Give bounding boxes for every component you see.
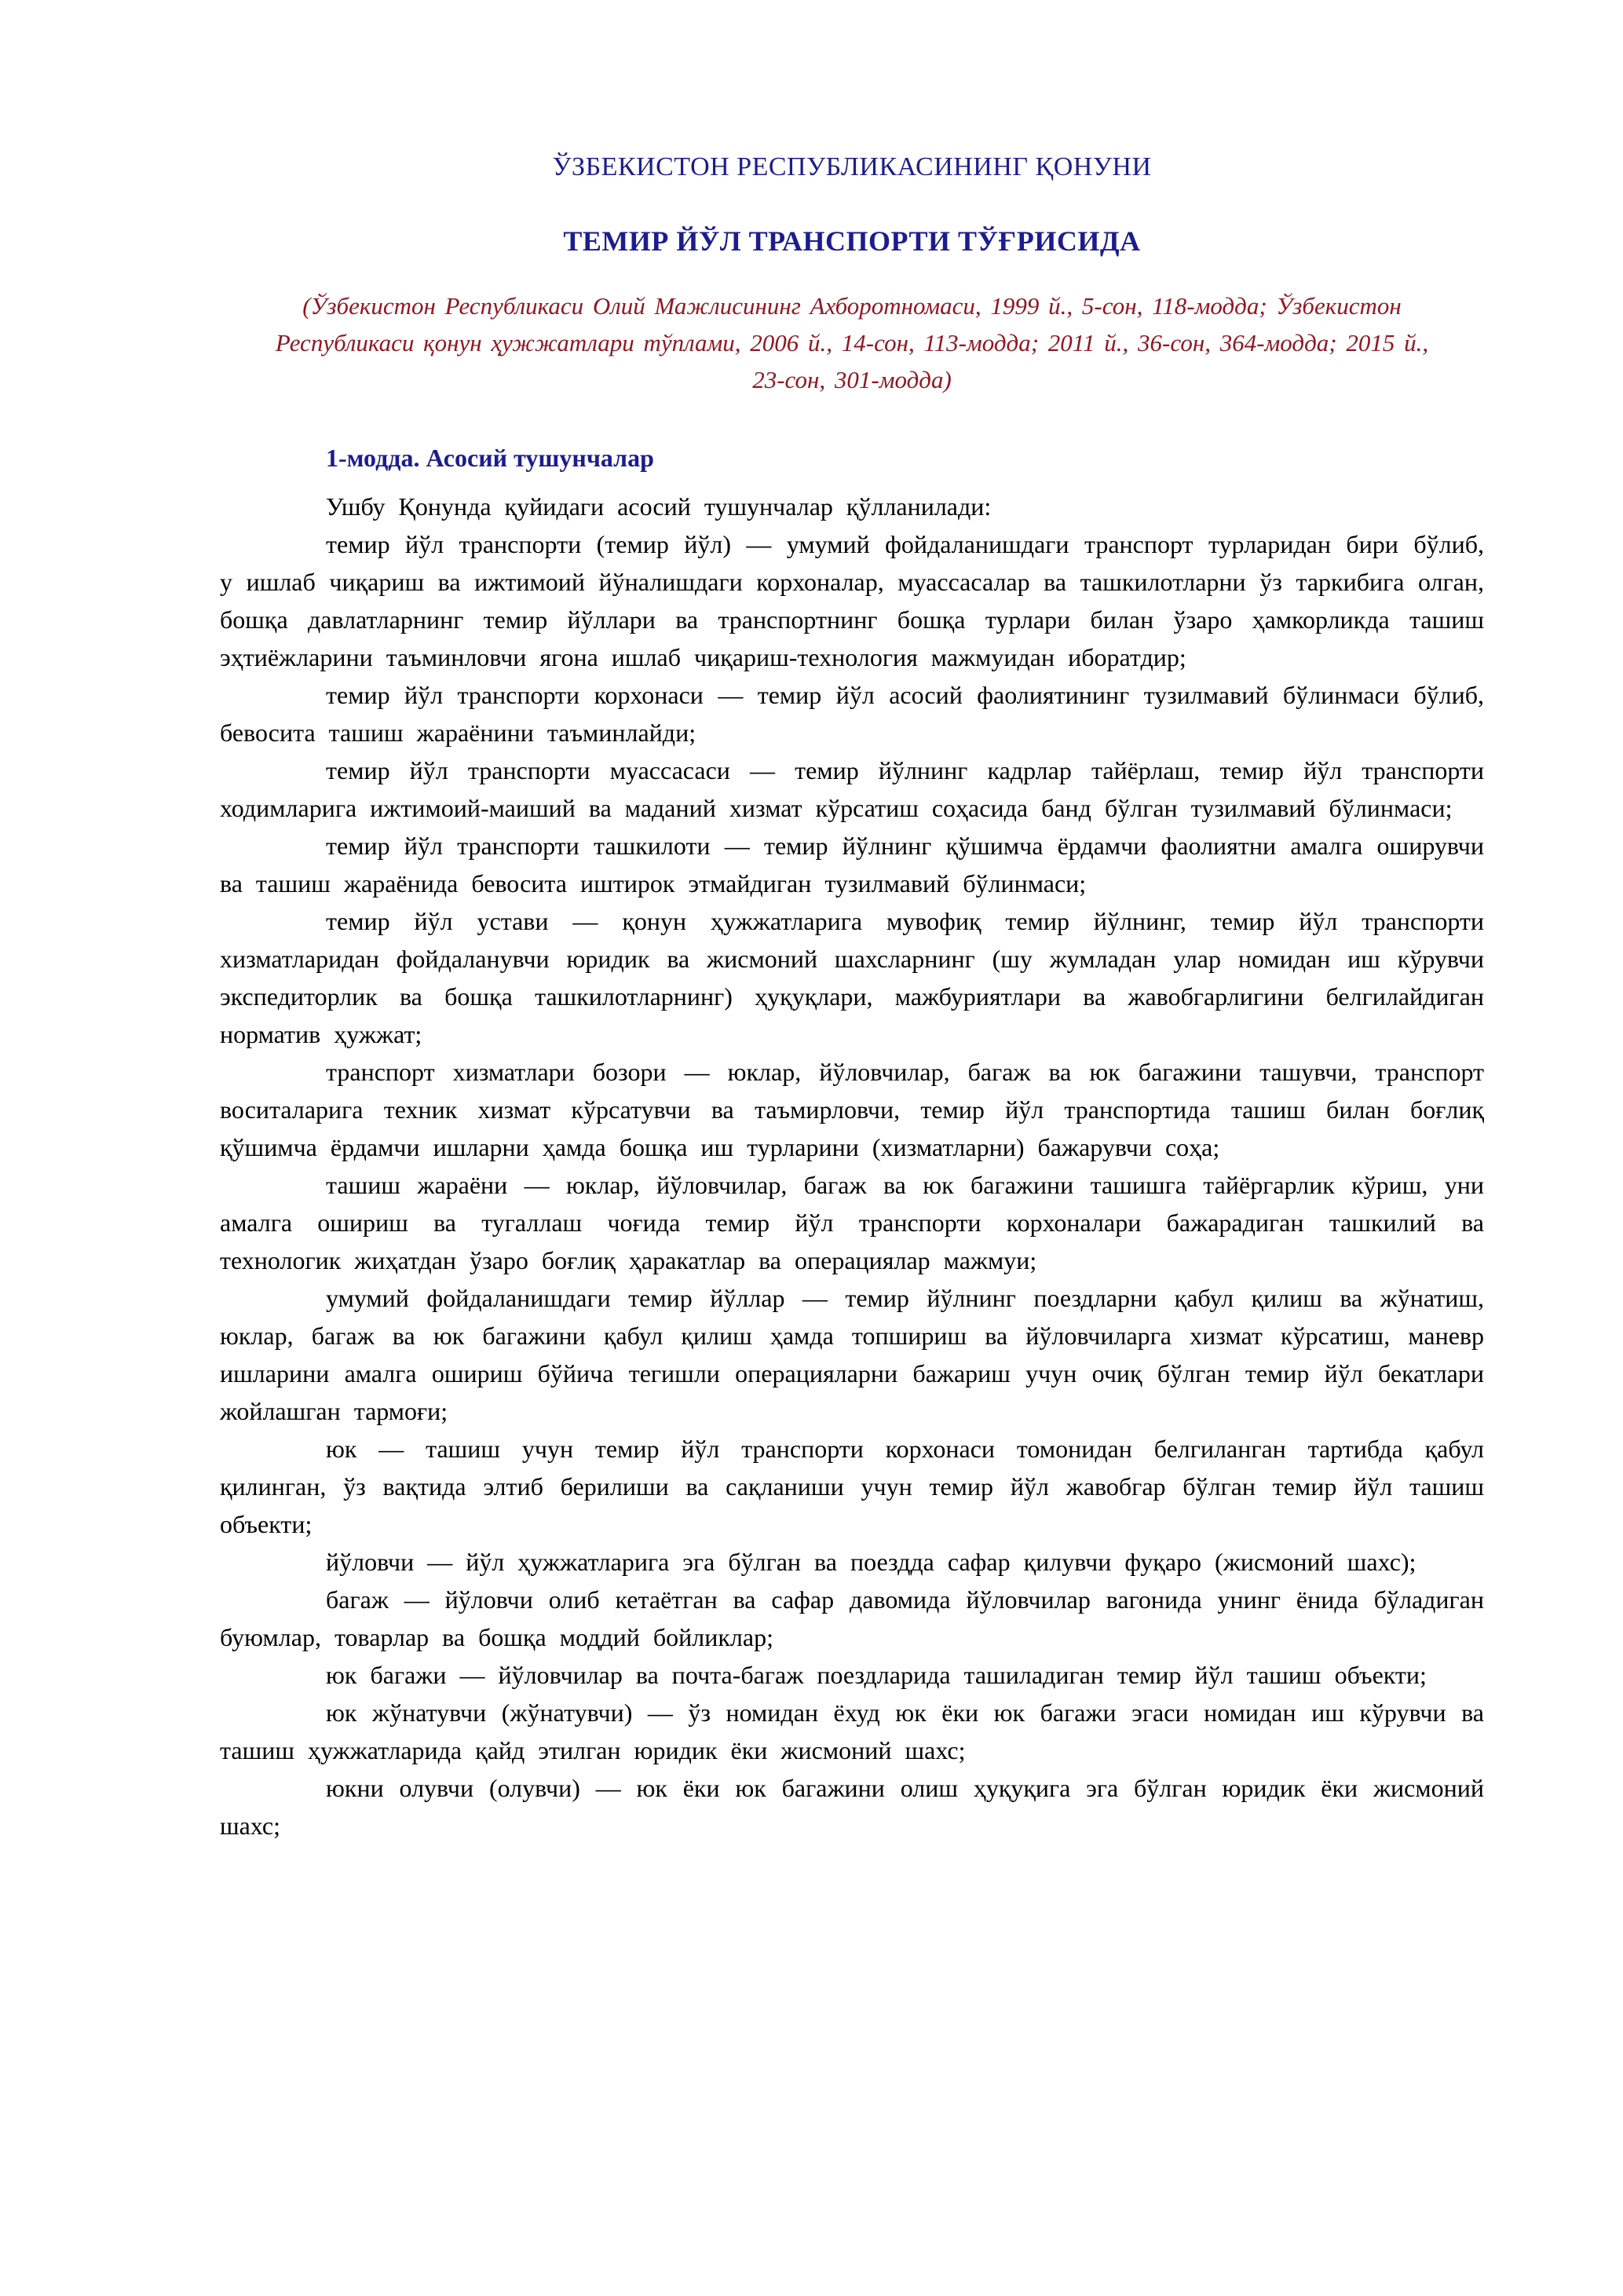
definition-paragraph: темир йўл транспорти корхонаси — темир йўл асосий фаолиятининг тузилмавий бўлинмаси бўлиб, бевосита ташиш жараёнини таъминлайди; — [220, 680, 1484, 747]
definition-paragraph: транспорт хизматлари бозори — юклар, йўловчилар, багаж ва юк багажини ташувчи, транспорт воситаларига техник хизмат кўрсатувчи ва таъмирловчи, темир йўл транспортида ташиш билан боғлиқ қўшимча ёрдамчи ишларни ҳамда бошқа иш турларини (хизматларни) бажарувчи соҳа; — [220, 1057, 1484, 1161]
definition-paragraph: темир йўл транспорти (темир йўл) — умумий фойдаланишдаги транспорт турларидан бири бўлиб, у ишлаб чиқариш ва ижтимоий йўналишдаги корхоналар, муассасалар ва ташкилотларни ўз таркибига олган, бошқа давлатларнинг темир йўллари ва транспортнинг бошқа турлари билан ўзаро ҳамкорликда ташиш эҳтиёжларини таъминловчи ягона ишлаб чиқариш-технология мажмуидан иборатдир; — [220, 529, 1484, 671]
definition-paragraph: юк жўнатувчи (жўнатувчи) — ўз номидан ёхуд юк ёки юк багажи эгаси номидан иш кўрувчи ва ташиш ҳужжатларида қайд этилган юридик ёки жисмоний шахс; — [220, 1698, 1484, 1764]
definition-paragraph: ташиш жараёни — юклар, йўловчилар, багаж ва юк багажини ташишга тайёргарлик кўриш, уни амалга ошириш ва тугаллаш чоғида темир йўл транспорти корхоналари бажарадиган ташкилий ва технологик жиҳатдан ўзаро боғлиқ ҳаракатлар ва операциялар мажмуи; — [220, 1170, 1484, 1274]
definition-paragraph: йўловчи — йўл ҳужжатларига эга бўлган ва поездда сафар қилувчи фуқаро (жисмоний шахс); — [326, 1547, 1416, 1576]
definition-paragraph: темир йўл транспорти ташкилоти — темир йўлнинг қўшимча ёрдамчи фаолиятни амалга оширувчи ва ташиш жараёнида бевосита иштирок этмайдиган тузилмавий бўлинмаси; — [220, 831, 1484, 898]
definition-paragraph: юк — ташиш учун темир йўл транспорти корхонаси томонидан белгиланган тартибда қабул қилинган, ўз вақтида элтиб берилиши ва сақланиши учун темир йўл жавобгар бўлган темир йўл ташиш объекти; — [220, 1434, 1484, 1538]
definition-paragraph: багаж — йўловчи олиб кетаётган ва сафар давомида йўловчилар вагонида унинг ёнида бўладиган буюмлар, товарлар ва бошқа моддий бойликлар; — [220, 1585, 1484, 1651]
definition-paragraph: темир йўл устави — қонун ҳужжатларига мувофиқ темир йўлнинг, темир йўл транспорти хизматларидан фойдаланувчи юридик ва жисмоний шахсларнинг (шу жумладан улар номидан иш кўрувчи экспедиторлик ва бошқа ташкилотларнинг) ҳуқуқлари, мажбуриятлари ва жавобгарлигини белгилайдиган норматив ҳужжат; — [220, 906, 1484, 1048]
definition-paragraph: юкни олувчи (олувчи) — юк ёки юк багажини олиш ҳуқуқига эга бўлган юридик ёки жисмоний шахс; — [220, 1773, 1484, 1840]
definition-paragraph: темир йўл транспорти муассасаси — темир йўлнинг кадрлар тайёрлаш, темир йўл транспорти ходимларига ижтимоий-маиший ва маданий хизмат кўрсатиш соҳасида банд бўлган тузилмавий бўлинмаси; — [220, 755, 1484, 822]
law-title: ТЕМИР ЙЎЛ ТРАНСПОРТИ ТЎҒРИСИДА — [563, 225, 1141, 257]
law-kicker-heading: ЎЗБЕКИСТОН РЕСПУБЛИКАСИНИНГ ҚОНУНИ — [552, 152, 1152, 181]
definition-paragraph: юк багажи — йўловчилар ва почта-багаж поездларида ташиладиган темир йўл ташиш объекти; — [326, 1660, 1427, 1689]
definition-paragraph: умумий фойдаланишдаги темир йўллар — темир йўлнинг поездларни қабул қилиш ва жўнатиш, юклар, багаж ва юк багажини қабул қилиш ҳамда топшириш ва йўловчиларга хизмат кўрсатиш, маневр ишларини амалга ошириш бўйича тегишли операцияларни бажариш учун очиқ бўлган темир йўл бекатлари жойлашган тармоғи; — [220, 1283, 1484, 1425]
article-1-heading: 1-модда. Асосий тушунчалар — [326, 443, 654, 472]
article-body — [220, 488, 1484, 1844]
publication-citation: (Ўзбекистон Республикаси Олий Мажлисининг Ахборотномаси, 1999 й., 5-сон, 118-модда; Ўзбекистон Республикаси қонун ҳужжатлари тўплами, 2006 й., 14-сон, 113-модда; 2011 й., 36-сон, 364-модда; 2015 й., 23-сон, 301-модда) — [275, 291, 1429, 393]
article-intro-paragraph: Ушбу Қонунда қуйидаги асосий тушунчалар қўлланилади: — [326, 492, 992, 521]
